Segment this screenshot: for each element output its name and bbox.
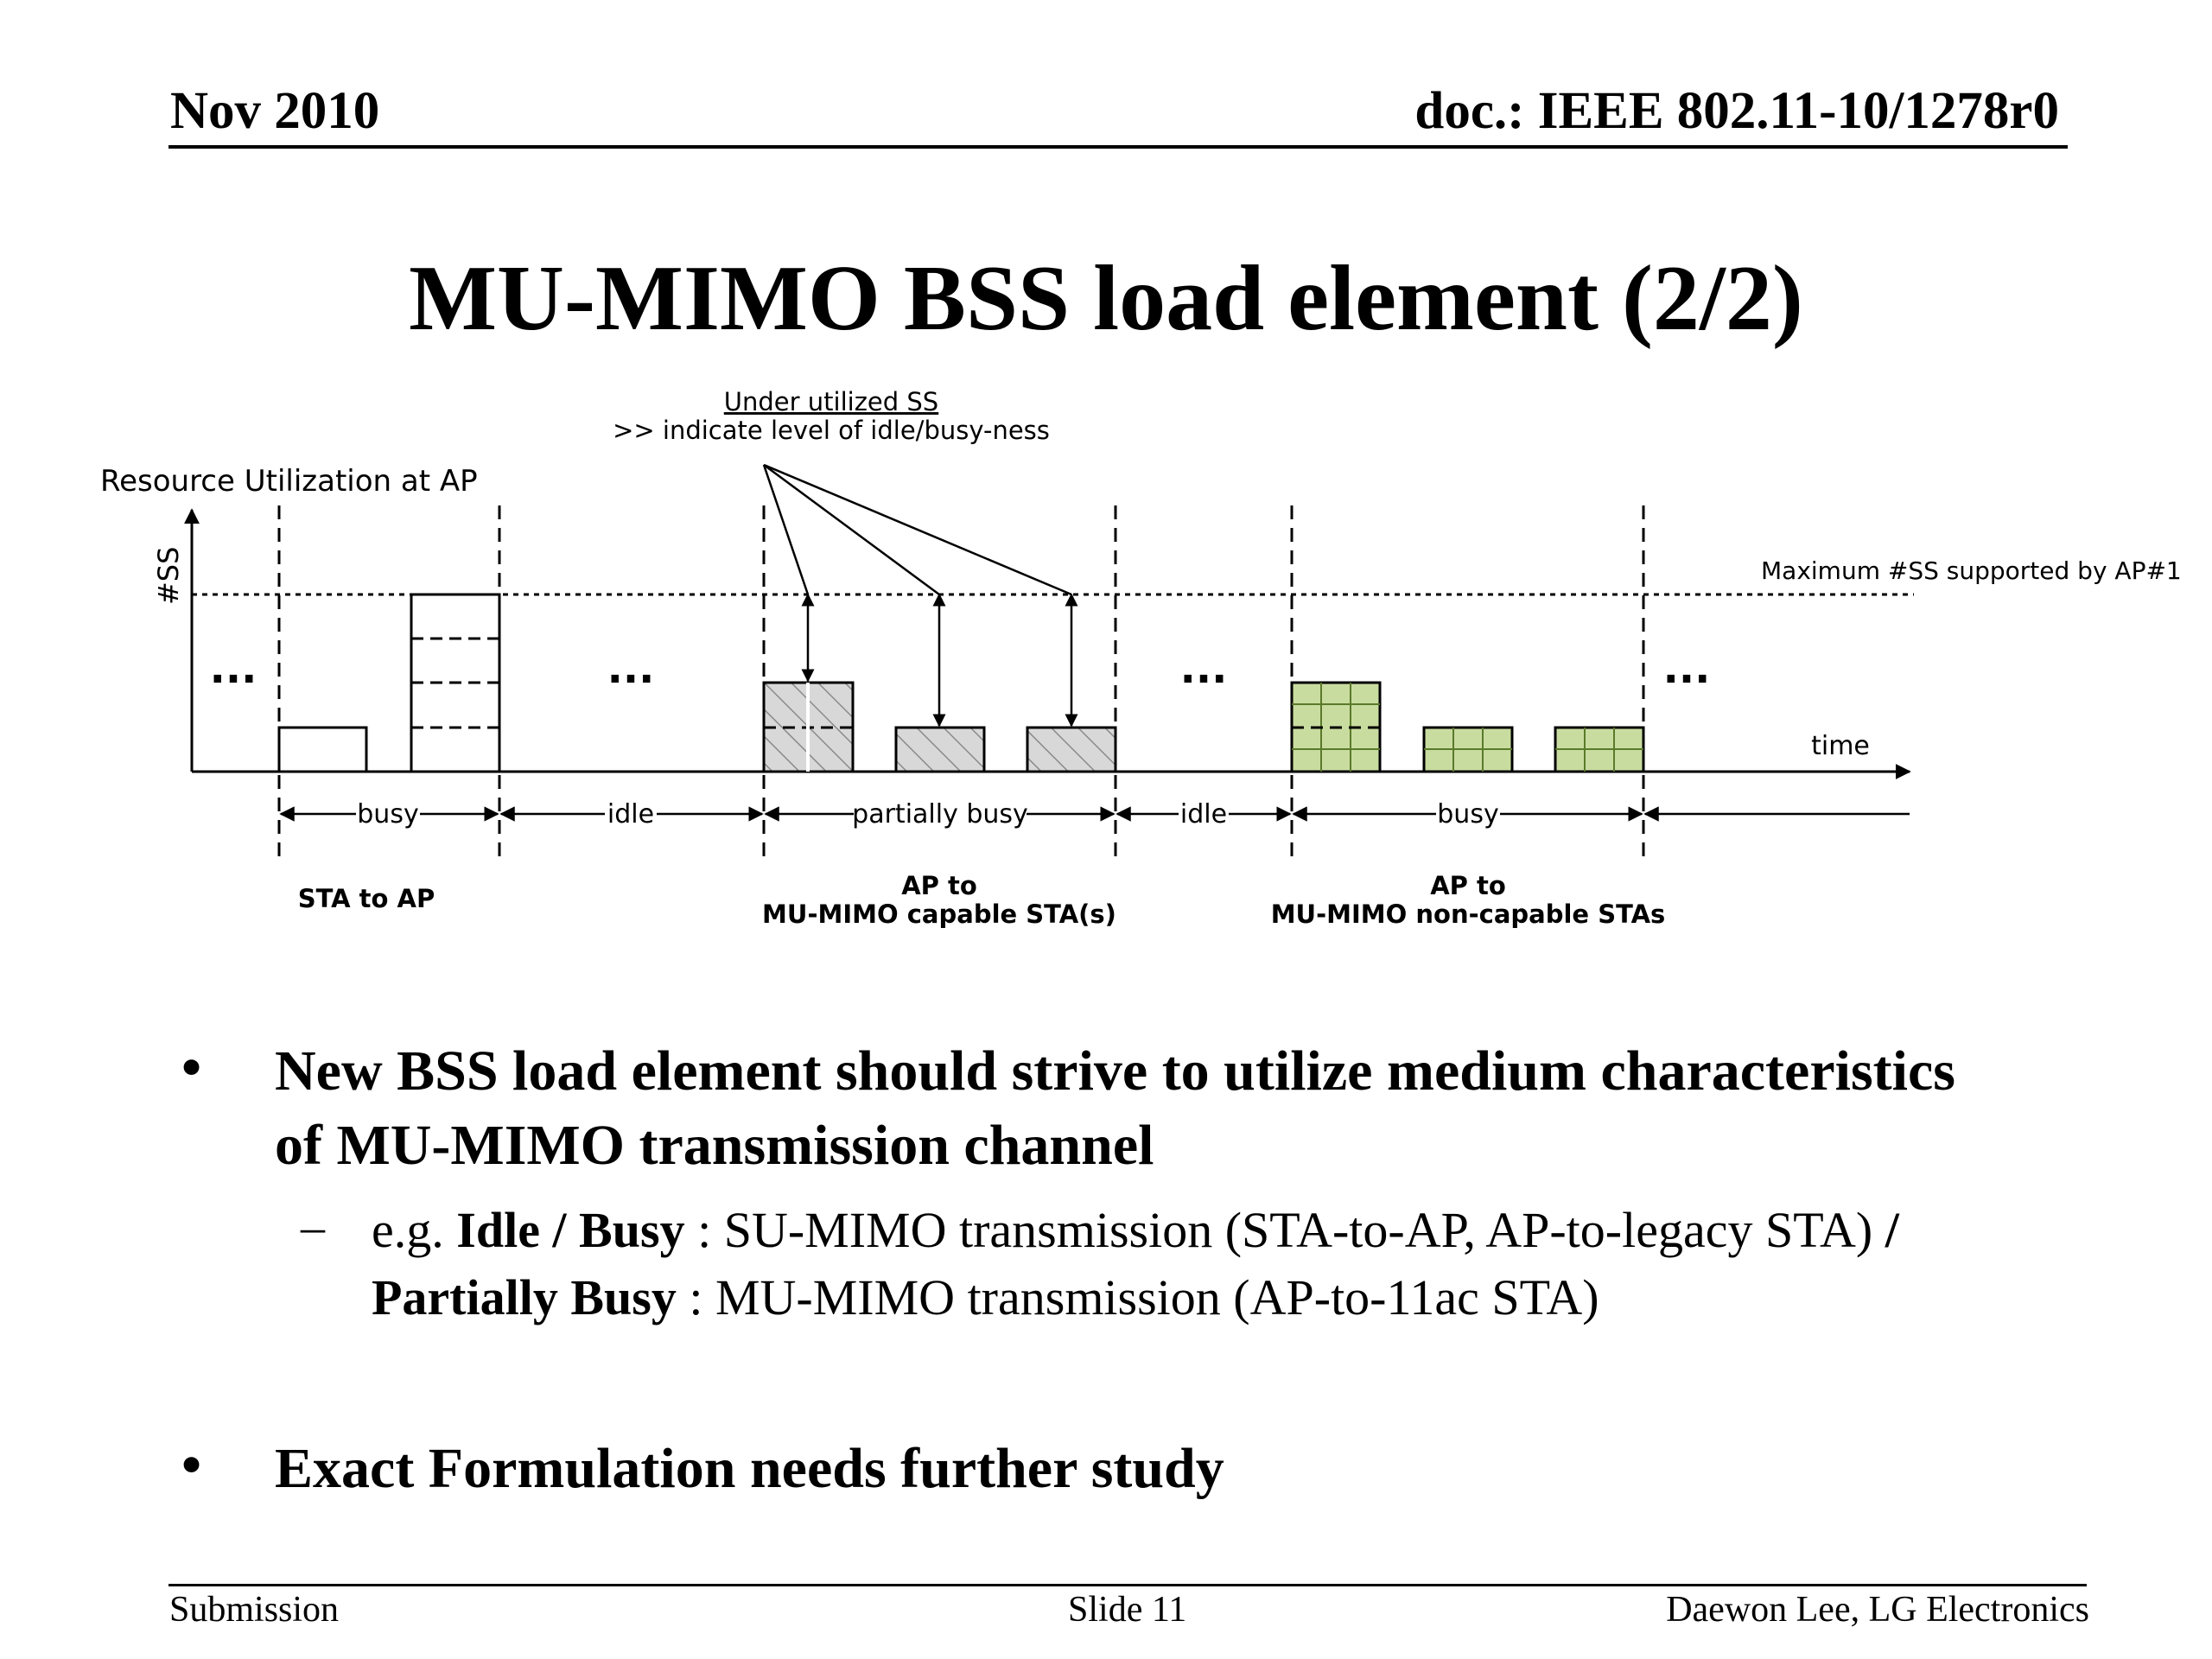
- sub-bullet-marker: –: [301, 1200, 325, 1254]
- period-label-idle-1: idle: [607, 799, 655, 830]
- time-label: time: [1811, 731, 1870, 761]
- block-mu-3: [1027, 728, 1116, 772]
- footer-author: Daewon Lee, LG Electronics: [1666, 1590, 2089, 1630]
- ellipsis-3: ...: [1179, 645, 1228, 693]
- header-date: Nov 2010: [170, 82, 380, 140]
- y-axis-label: #SS: [152, 546, 185, 605]
- block-nc-2: [1424, 728, 1512, 772]
- group-label-mu-capable-line2: MU-MIMO capable STA(s): [762, 899, 1116, 929]
- ellipsis-2: ...: [607, 645, 655, 693]
- group-label-non-capable-line2: MU-MIMO non-capable STAs: [1270, 899, 1666, 929]
- footer-rule: [168, 1584, 2087, 1586]
- max-ss-label: Maximum #SS supported by AP#1: [1761, 556, 2182, 585]
- sub-prefix: e.g.: [372, 1202, 457, 1258]
- header-rule: [168, 145, 2068, 149]
- footer-slide-number: Slide 11: [1068, 1590, 1187, 1630]
- callout-title: Under utilized SS: [723, 387, 939, 416]
- period-label-partially-busy: partially busy: [852, 799, 1028, 830]
- slide-title: MU-MIMO BSS load element (2/2): [409, 247, 1803, 350]
- sub-idle-busy: Idle / Busy: [456, 1202, 685, 1258]
- group-label-sta-to-ap: STA to AP: [297, 884, 435, 913]
- period-label-idle-2: idle: [1179, 799, 1228, 830]
- sub-su-text: : SU-MIMO transmission (STA-to-AP, AP-to-legacy STA): [684, 1202, 1885, 1258]
- group-label-mu-capable-line1: AP to: [901, 871, 977, 900]
- block-nc-3: [1555, 728, 1643, 772]
- block-sta-2: [411, 594, 499, 772]
- ellipsis-1: ...: [209, 645, 257, 693]
- block-nc-1: [1292, 683, 1380, 772]
- sub-partially-busy: Partially Busy: [372, 1269, 677, 1325]
- block-mu-2: [896, 728, 984, 772]
- group-label-non-capable-line1: AP to: [1430, 871, 1506, 900]
- header-doc-id: doc.: IEEE 802.11-10/1278r0: [1414, 82, 2059, 140]
- ellipsis-4: ...: [1662, 645, 1711, 693]
- block-sta-1: [279, 728, 366, 772]
- callout-text: >> indicate level of idle/busy-ness: [613, 416, 1050, 445]
- resource-utilization-diagram: [0, 372, 2212, 968]
- sub-mu-text: : MU-MIMO transmission (AP-to-11ac STA): [676, 1269, 1599, 1325]
- y-axis-title: Resource Utilization at AP: [100, 464, 478, 499]
- period-label-busy-1: busy: [357, 799, 419, 830]
- bullet-1-text: New BSS load element should strive to utilize medium characteristics of MU-MIMO transmission channel: [275, 1039, 1955, 1177]
- bullet-2-text: Exact Formulation needs further study: [275, 1437, 1224, 1500]
- bullet-marker-2: •: [181, 1433, 202, 1497]
- sub-bullet-text: [372, 1197, 2013, 1332]
- period-label-busy-2: busy: [1437, 799, 1499, 830]
- sub-sep: /: [1885, 1202, 1899, 1258]
- bullet-marker-1: •: [181, 1036, 202, 1099]
- footer-submission: Submission: [169, 1590, 340, 1630]
- block-mu-1: [764, 683, 853, 772]
